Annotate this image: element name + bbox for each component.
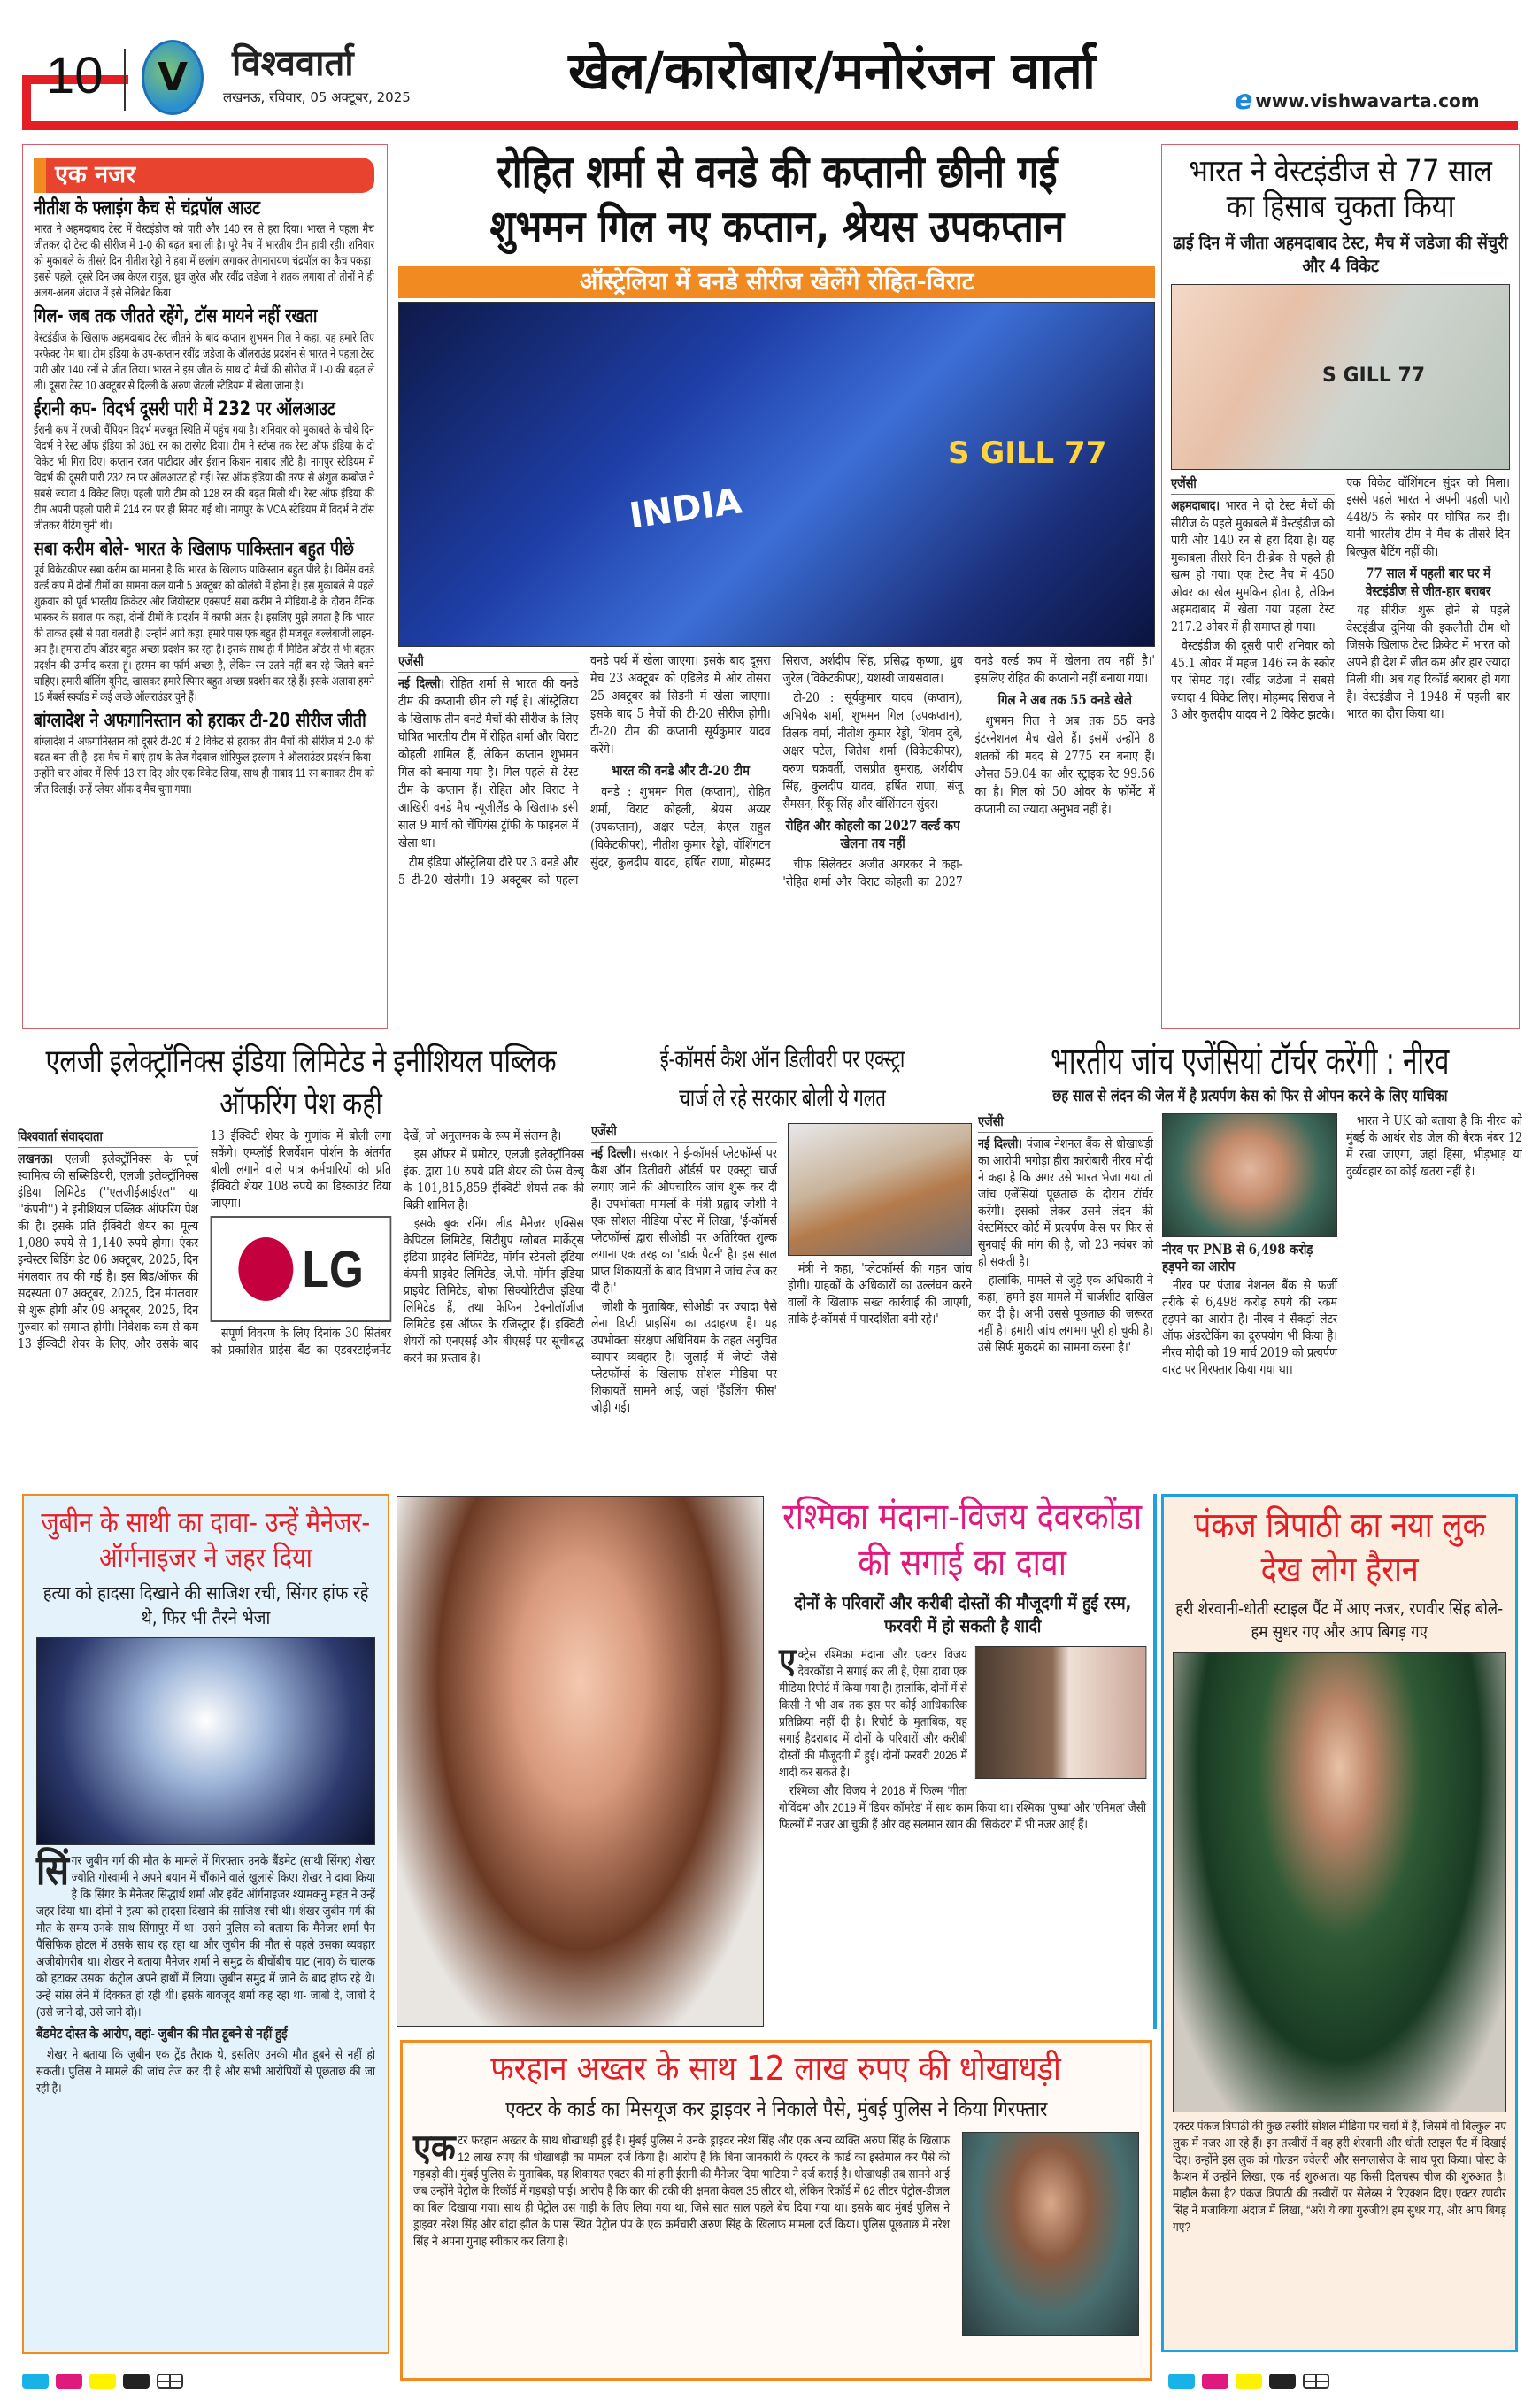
page-number: 10 (46, 47, 104, 104)
paragraph: रोहित शर्मा से भारत की वनडे टीम की कप्तानी छीन ली गई है। ऑस्ट्रेलिया के खिलाफ तीन वनडे मैचों की सीरीज के लिए घोषित भारतीय टीम में रोहित शर्मा और विराट कोहली शामिल हैं, लेकिन कप्तान शुभमन गिल को बनाया गया है। गिल पहले से टेस्ट टीम के कप्तान हैं। रोहित और विराट ने आखिरी वनडे मैच न्यूजीलैंड के खिलाफ इसी साल 9 मार्च को चैंपियंस ट्रॉफी के फाइनल में खेला था। (398, 677, 579, 850)
ecom-body-col2 (788, 1261, 972, 1328)
item-headline: सबा करीम बोले- भारत के खिलाफ पाकिस्तान बहुत पीछे (34, 537, 355, 560)
paragraph: रश्मिका और विजय ने 2018 में फिल्म 'गीता गोविंदम' और 2019 में 'डियर कॉमरेड' में साथ काम किया था। रश्मिका 'पुष्पा' और 'एनिमल' जैसी फिल्मों में नजर आ चुकी हैं और वह सलमान खान की 'सिकंदर' में भी नजर आई हैं। (779, 1783, 1146, 1831)
jersey-name: S GILL 77 (1322, 364, 1426, 387)
paragraph: सरकार ने ई-कॉमर्स प्लेटफॉर्म्स पर कैश ऑन डिलीवरी ऑर्डर्स पर एक्स्ट्रा चार्ज लगाए जाने की औपचारिक जांच शुरू कर दी है। उपभोक्ता मामलों के मंत्री प्रह्लाद जोशी ने एक सोशल मीडिया पोस्ट में लिखा, 'ई-कॉमर्स प्लेटफॉर्म्स द्वारा सीओडी पर अतिरिक्त शुल्क लगाना एक तरह का 'डार्क पैटर्न' है। इस साल प्राप्त शिकायतों के बाद विभाग ने जांच तेज कर दी है।' (591, 1147, 778, 1296)
nirav-body-col2 (1162, 1241, 1337, 1379)
paper-logo-icon: V (142, 40, 204, 115)
wi-headline: भारत ने वेस्टइंडीज से 77 साल का हिसाब चुकता किया (1189, 154, 1492, 226)
farhan-headline: फरहान अख्तर के साथ 12 लाख रुपए की धोखाधड़ी (490, 2049, 1062, 2088)
vijay-rashmika-photo (974, 1646, 1146, 1779)
ek-nazar-item (34, 398, 374, 534)
rashmika-subhead: दोनों के परिवारों और करीबी दोस्तों की मौजूदगी में हुई रस्म, फरवरी में हो सकती है शादी (793, 1592, 1132, 1636)
paragraph: वेस्टइंडीज की दूसरी पारी शनिवार को 45.1 ओवर में महज 146 रन के स्कोर पर सिमट गई। रवींद्र जडेजा ने सबसे ज्यादा 4 विकेट लिए। मोहम्मद सिराज ने 3 और कुलदीप यादव ने 2 विकेट झटके। एक विकेट वॉशिंगटन सुंदर को मिला। इससे पहले भारत ने अपनी पहली पारी 448/5 के स्कोर पर घोषित कर दी। यानी भारतीय टीम ने मैच के तीसरे दिन बिल्कुल बैटिंग नहीं की। (1171, 475, 1510, 722)
nirav-body-col1 (978, 1113, 1153, 1357)
pankaj-story-box (1161, 1494, 1518, 2352)
byline: एजेंसी (591, 1123, 777, 1143)
byline: विश्ववार्ता संवाददाता (18, 1128, 198, 1148)
lead-headline-line1: रोहित शर्मा से वनडे की कप्तानी छीनी गई (496, 146, 1058, 197)
paragraph: एक्टर पंकज त्रिपाठी की कुछ तस्वीरें सोशल मीडिया पर चर्चा में हैं, जिसमें वो बिल्कुल नए लुक में नजर आ रहे हैं। इन तस्वीरों में वह हरी शेरवानी और धोती स्टाइल पैंट में दिखाई दिए। उन्होंने इस लुक को गोल्डन ज्वेलरी और सनग्लासेज के साथ पूरा किया। पोस्ट के कैप्शन में उन्होंने लिखा, एक नई शुरुआत। यह किसी दिलचस्प चीज की शुरुआत है। माहौल कैसा है? पंकज त्रिपाठी की तस्वीरों पर सेलेब्स ने रिएक्शन दिए। एक्टर रणवीर सिंह ने मजाकिया अंदाज में लिखा, “अरे! ये क्या गुरुजी?! हम सुधर गए, और आप बिगड़ गए? (1173, 2119, 1506, 2234)
pankaj-subhead: हरी शेरवानी-धोती स्टाइल पैंट में आए नजर, रणवीर सिंह बोले- हम सुधर गए और आप बिगड़ गए (1175, 1599, 1504, 1642)
item-body: वेस्टइंडीज के खिलाफ अहमदाबाद टेस्ट जीतने के बाद कप्तान शुभमन गिल ने कहा, यह हमारे लिए परफेक्ट गेम था। टीम इंडिया के उप-कप्तान रवींद्र जडेजा के ऑलराउंड प्रदर्शन से भारत ने पहला टेस्ट पारी और 140 रनों से जीत लिया। भारत ने इस जीत के साथ दो मैचों की सीरीज में 1-0 की बढ़त ले ली। दूसरा टेस्ट 10 अक्टूबर से दिल्ली के अरुण जेटली स्टेडियम में खेला जाना है। (34, 330, 374, 392)
lg-body (18, 1128, 584, 1367)
paragraph: मंत्री ने कहा, 'प्लेटफॉर्म्स की गहन जांच होगी। ग्राहकों के अधिकारों का उल्लंघन करने वालों के खिलाफ सख्त कार्रवाई की जाएगी, ताकि ई-कॉमर्स में पारदर्शिता बनी रहे।' (788, 1262, 972, 1327)
header-divider (124, 49, 126, 111)
ecom-headline-line2: चार्ज ले रहे सरकार बोली ये गलत (679, 1084, 886, 1112)
paragraph: इसके बुक रनिंग लीड मैनेजर एक्सिस कैपिटल लिमिटेड, सिटीग्रुप ग्लोबल मार्केट्स इंडिया प्राइवेट लिमिटेड, मॉर्गन स्टेनली इंडिया कंपनी प्राइवेट लिमिटेड, जे.पी. मॉर्गन इंडिया प्राइवेट लिमिटेड, बोफा सिक्योरिटीज इंडिया लिमिटेड हैं, तथा केफिन टेक्नोलॉजीज लिमिटेड इस ऑफर के रजिस्ट्रार हैं। इक्विटी शेयरों को एनएसई और बीएसई पर सूचीबद्ध करने का प्रस्ताव है। (403, 1217, 584, 1366)
paragraph: टीम इंडिया ऑस्ट्रेलिया दौरे पर 3 वनडे और 5 टी-20 खेलेगी। 19 अक्टूबर को पहला वनडे पर्थ में खेला जाएगा। इसके बाद दूसरा मैच 23 अक्टूबर को एडिलेड में और तीसरा 25 अक्टूबर को सिडनी में खेला जाएगा। इसके बाद 5 मैचों की टी-20 सीरीज होगी। टी-20 टीम की कप्तानी सूर्यकुमार यादव करेंगे। (398, 654, 771, 888)
ek-nazar-label: एक नजर (34, 158, 374, 193)
website-link[interactable] (1235, 85, 1480, 116)
ek-nazar-items (34, 197, 374, 797)
ecom-story (591, 1040, 974, 1487)
paragraph: पंजाब नेशनल बैंक से धोखाधड़ी का आरोपी भगोड़ा हीरा कारोबारी नीरव मोदी ने कहा है कि अगर उसे भारत भेजा गया तो जांच एजेंसियां पूछताछ के दौरान टॉर्चर करेंगी। इसको लेकर उसने लंदन की वेस्टमिंस्टर कोर्ट में प्रत्यर्पण केस पर फिर से सुनवाई की मांग की है, जो 23 नवंबर को हो सकती है। (978, 1137, 1154, 1270)
item-headline: बांग्लादेश ने अफगानिस्तान को हराकर टी-20 सीरीज जीती (34, 710, 366, 733)
rohit-gill-photo (398, 302, 1155, 647)
header-frame-left (22, 75, 31, 128)
nirav-body-col3: भारत ने UK को बताया है कि नीरव को मुंबई के आर्थर रोड जेल की बैरक नंबर 12 में रखा जाएगा, जहां हिंसा, भीड़भाड़ या दुर्व्यवहार का कोई खतरा नहीं है। (1346, 1114, 1522, 1180)
jersey-text: INDIA (627, 481, 744, 537)
item-headline: नीतीश के फ्लाइंग कैच से चंद्रपॉल आउट (34, 197, 260, 219)
byline: एजेंसी (1171, 475, 1335, 496)
pankaj-body (1173, 2118, 1506, 2237)
subhead: भारत की वनडे और टी-20 टीम (611, 762, 750, 779)
lead-body (398, 652, 1155, 891)
item-body: भारत ने अहमदाबाद टेस्ट में वेस्टइंडीज को पारी और 140 रन से हरा दिया। भारत ने पहला मैच जीतकर दो टेस्ट की सीरीज में 1-0 की बढ़त बना ली है। पूरे मैच में भारतीय टीम हावी रही। शनिवार को मुकाबले के तीसरे दिन नीतीश रेड्डी ने हवा में छलांग लगाकर तेगनारायण चंद्रपॉल का कैच पकड़ा। इससे पहले, दूसरे दिन जब केएल राहुल, ध्रुव जुरेल और रवींद्र जडेजा ने शतक लगाया तो तीनों ने ही अलग-अलग अंदाज में इसे सेलिब्रेट किया। (34, 222, 374, 300)
lead-headline (398, 144, 1155, 254)
browser-e-icon: e (1235, 85, 1253, 116)
ek-nazar-item (34, 305, 374, 393)
paragraph: क्ट्रेस रश्मिका मंदाना और एक्टर विजय देवरकोंडा ने सगाई कर ली है, ऐसा दावा एक मीडिया रिपोर्ट में किया गया है। हालांकि, दोनों में से किसी ने भी अब तक इस पर कोई आधिकारिक प्रतिक्रिया नहीं दी है। रिपोर्ट के मुताबिक, यह सगाई हैदराबाद में दोनों के परिवारों और करीबी दोस्तों की मौजूदगी में हुई। दोनों फरवरी 2026 में शादी कर सकते हैं। (779, 1647, 967, 1779)
ek-nazar-box (22, 144, 388, 1029)
zubeen-subhead: हत्या को हादसा दिखाने की साजिश रची, सिंगर हांफ रहे थे, फिर भी तैरने भेजा (42, 1582, 369, 1628)
byline: एजेंसी (398, 652, 578, 673)
nirav-story (978, 1040, 1522, 1487)
paragraph: जोशी के मुताबिक, सीओडी पर ज्यादा पैसे लेना डिप्टी प्राइसिंग का उदाहरण है। यह उपभोक्ता संरक्षण अधिनियम के तहत अनुचित व्यापार व्यवहार है। जुलाई में जेप्टो जैसे प्लेटफॉर्म्स के खिलाफ सोशल मीडिया पर शिकायतें सामने आई, जहां 'हैंडलिंग फीस' जोड़ी गई। (591, 1300, 777, 1415)
paragraph: इस ऑफर में प्रमोटर, एलजी इलेक्ट्रॉनिक्स इंक. द्वारा 10 रुपये प्रति शेयर की फेस वैल्यू के 101,815,859 ईक्विटी शेयर्स तक की बिक्री शामिल है। (403, 1148, 584, 1212)
lg-circle-icon (238, 1237, 293, 1301)
drop-cap: सिं (36, 1847, 69, 1893)
lg-logo-text: LG (302, 1240, 364, 1298)
header-rule (22, 121, 1518, 130)
ek-nazar-item (34, 197, 374, 301)
print-registration-marks (1168, 2374, 1329, 2389)
paragraph: नीरव पर पंजाब नेशनल बैंक से फर्जी तरीके से 6,498 करोड़ रुपये की रकम हड़पने का आरोप है। नीरव ने सैकड़ों लेटर ऑफ अंडरटेकिंग का दुरुपयोग भी किया है। नीरव मोदी को 19 मार्च 2019 को प्रत्यर्पण वारंट पर गिरफ्तार किया गया था। (1162, 1279, 1337, 1378)
dateline-place: अहमदाबाद। (1171, 498, 1220, 513)
dateline: लखनऊ, रविवार, 05 अक्टूबर, 2025 (223, 89, 411, 105)
item-body: बांग्लादेश ने अफगानिस्तान को दूसरे टी-20 में 2 विकेट से हराकर तीन मैचों की सीरीज में 2-0 की बढ़त बना ली है। इस मैच में बाएं हाथ के तेज गेंदबाज शोरिफुल इस्लाम ने ऑलराउंडर प्रदर्शन किया। उन्होंने चार ओवर में सिर्फ 13 रन दिए और एक विकेट लिया, साथ ही नाबाद 11 रन बनाकर टीम को जीत दिलाई। उन्हें प्लेयर ऑफ द मैच चुना गया। (34, 735, 374, 796)
farhan-story-box (400, 2040, 1152, 2381)
paragraph: एलजी इलेक्ट्रॉनिक्स के पूर्ण स्वामित्व की सब्सिडियरी, एलजी इलेक्ट्रॉनिक्स इंडिया लिमिटेड (''एलजीईआईएल'' या ''कंपनी'') ने इनीशियल पब्लिक ऑफरिंग पेश की है। इसके प्रति ईक्विटी शेयर का मूल्य 1,080 रुपये से 1,140 रुपये होगा। एंकर इन्वेस्टर बिडिंग डेट 06 अक्टूबर, 2025, दिन मंगलवार तय की गई है। इस बिड/ऑफर की सदस्यता 07 अक्टूबर, 2025, दिन मंगलवार से शुरू होगी और 09 अक्टूबर, 2025, दिन गुरुवार को समाप्त होगी। निवेशक कम से कम 13 ईक्विटी शेयर के लिए, और उसके बाद 13 ईक्विटी शेयर के गुणांक में बोली लगा सकेंगे। एम्प्लॉई रिजर्वेशन पोर्शन के अंतर्गत बोली लगाने वाले पात्र कर्मचारियों को प्रति ईक्विटी शेयर 108 रुपये का डिस्काउंट दिया जाएगा। (18, 1129, 392, 1351)
pankaj-tripathi-photo (1173, 1652, 1506, 2112)
wi-body (1171, 475, 1510, 726)
ek-nazar-item (34, 538, 374, 705)
subhead: बैंडमेट दोस्त के आरोप, वहां- जुबीन की मौत डूबने से नहीं हुई (36, 2027, 288, 2042)
website-url: www.vishwavarta.com (1255, 89, 1480, 112)
shopping-cart-photo (788, 1123, 972, 1256)
t20-team-list: टी-20 : सूर्यकुमार यादव (कप्तान), अभिषेक शर्मा, शुभमन गिल (उपकप्तान), तिलक वर्मा, नीतीश कुमार रेड्डी, शिवम दुबे, अक्षर पटेल, जितेश शर्मा (विकेटकीपर), वरुण चक्रवर्ती, जसप्रीत बुमराह, अर्शदीप सिंह, कुलदीप यादव, हर्षित राणा, संजू सैमसन, रिंकू सिंह और वॉशिंगटन सुंदर। (782, 691, 963, 812)
ecom-body-col1 (591, 1123, 777, 1417)
print-registration-marks (22, 2374, 183, 2389)
item-body: ईरानी कप में रणजी चैंपियन विदर्भ मजबूत स्थिति में पहुंच गया है। शनिवार को मुकाबले के चौथे दिन विदर्भ ने रेस्ट ऑफ इंडिया को 361 रन का टारगेट दिया। टीम ने स्टंप्स तक रेस्ट ऑफ इंडिया के दो विकेट भी गिरा दिए। कप्तान रजत पाटीदार और ईशान किशन नाबाद लौटे है। नागपुर स्टेडियम में विदर्भ की दूसरी पारी 232 रन पर ऑलआउट हो गई। रेस्ट ऑफ इंडिया की तरफ से अंशुल कम्बोज ने सबसे ज्यादा 4 विकेट लिए। पहली पारी टीम को 128 रन की बढ़त मिली थी। रेस्ट ऑफ इंडिया की टीम अपनी पहली पारी में 214 रन पर ही सिमट गई थी। नागपुर के VCA स्टेडियम में विदर्भ ने टॉस जीतकर बैटिंग चुनी थी। (34, 422, 374, 532)
dateline-place: नई दिल्ली। (398, 676, 445, 691)
rashmika-headline: रश्मिका मंदाना-विजय देवरकोंडा की सगाई का दावा (782, 1495, 1143, 1584)
zubeen-headline: जुबीन के साथी का दावा- उन्हें मैनेजर-ऑर्गनाइजर ने जहर दिया (41, 1505, 371, 1574)
paragraph: हालांकि, मामले से जुड़े एक अधिकारी ने कहा, 'हमने इस मामले में चार्जशीट दाखिल कर दी है। अभी उससे पूछताछ की जरूरत नहीं है। हमारी जांच लगभग पूरी हो चुकी है। उसे सिर्फ मुकदमे का सामना करना है।' (978, 1274, 1153, 1356)
dateline-place: लखनऊ। (18, 1151, 54, 1166)
wi-subhead: ढाई दिन में जीता अहमदाबाद टेस्ट, मैच में जडेजा की सेंचुरी और 4 विकेट (1173, 231, 1508, 276)
ecom-headline-line1: ई-कॉमर्स कैश ऑन डिलीवरी पर एक्स्ट्रा (659, 1045, 905, 1073)
zubeen-garg-photo (36, 1637, 375, 1845)
nirav-subhead: छह साल से लंदन की जेल में है प्रत्यर्पण केस को फिर से ओपन करने के लिए याचिका (1052, 1087, 1448, 1106)
nirav-headline: भारतीय जांच एजेंसियां टॉर्चर करेंगी : नीरव (1051, 1040, 1450, 1082)
jersey-name: S GILL 77 (948, 435, 1107, 471)
zubeen-body (36, 1847, 375, 2098)
rashmika-body (779, 1642, 1146, 1835)
lg-story (18, 1040, 584, 1487)
drop-cap: एक (413, 2126, 456, 2168)
paragraph: शेखर ने बताया कि जुबीन एक ट्रेंड तैराक थे, इसलिए उनकी मौत डूबने से नहीं हो सकती। पुलिस ने मामले की जांच तेज कर दी है और सभी आरोपियों से पूछताछ की जा रही है। (36, 2047, 375, 2095)
paragraph: टर फरहान अख्तर के साथ धोखाधड़ी हुई है। मुंबई पुलिस ने उनके ड्राइवर नरेश सिंह और एक अन्य व्यक्ति अरुण सिंह के खिलाफ 12 लाख रुपए की धोखाधड़ी का मामला दर्ज किया है। आरोप है कि बिना जानकारी के एक्टर के कार्ड का इस्तेमाल कर पैसे की गड़बड़ी की। मुंबई पुलिस के मुताबिक, यह शिकायत एक्टर की मां हनी ईरानी की मैनेजर दिया भाटिया ने दर्ज कराई है। धोखाधड़ी तब सामने आई जब उन्होंने पेट्रोल के रिकॉर्ड में गड़बड़ी पाई। आरोप है कि कार की टंकी की क्षमता केवल 35 लीटर थी, लेकिन रिकॉर्ड में 62 लीटर पेट्रोल-डीजल का बिल दिखाया गया। साथ ही पेट्रोल उस गाड़ी के लिए लिया गया था, जिसे सात साल पहले बेच दिया गया था। इसके बाद मुंबई पुलिस ने ड्राइवर नरेश सिंह और बांद्रा झील के पास स्थित पेट्रोल पंप के एक कर्मचारी अरुण सिंह के खिलाफ मामला दर्ज किया। पुलिस पूछताछ में नरेश सिंह ने अपना गुनाह स्वीकार कर लिया है। (413, 2132, 950, 2248)
dateline-place: नई दिल्ली। (978, 1136, 1023, 1152)
paragraph: चीफ सिलेक्टर अजीत अगरकर ने कहा- 'रोहित शर्मा और विराट कोहली का 2027 वनडे वर्ल्ड कप में खेलना तय नहीं है।' इसलिए रोहित की कप्तानी नहीं बनाया गया। (782, 654, 1155, 889)
lead-strap: ऑस्ट्रेलिया में वनडे सीरीज खेलेंगे रोहित-विराट (398, 266, 1155, 298)
zubeen-story-box (22, 1494, 389, 2354)
rashmika-story (772, 1494, 1157, 2029)
pankaj-headline: पंकज त्रिपाठी का नया लुक देख लोग हैरान (1193, 1505, 1486, 1590)
farhan-akhtar-photo (962, 2132, 1139, 2336)
paper-name: विश्ववार्ता (232, 43, 354, 84)
subhead: गिल ने अब तक 55 वनडे खेले (997, 691, 1132, 708)
paragraph: शुभमन गिल ने अब तक 55 वनडे इंटरनेशनल मैच खेले हैं। इसमें उन्होंने 8 शतकों की मदद से 2775 रन बनाए हैं। औसत 59.04 का और स्ट्राइक रेट 99.56 का है। गिल को 50 ओवर के फॉर्मेट में कप्तानी का ज्यादा अनुभव नहीं है। (974, 714, 1155, 817)
lg-headline: एलजी इलेक्ट्रॉनिक्स इंडिया लिमिटेड ने इनीशियल पब्लिक ऑफरिंग पेश कही (45, 1043, 557, 1121)
paragraph: गर जुबीन गर्ग की मौत के मामले में गिरफ्तार उनके बैंडमेट (साथी सिंगर) शेखर ज्योति गोस्वामी ने अपने बयान में चौंकाने वाले खुलासे किए। शेखर ने दावा किया है कि सिंगर के मैनेजर सिद्धार्थ शर्मा और इवेंट ऑर्गनाइजर श्यामकनु महंत ने उन्हें जहर दिया था। दोनों ने हत्या को हादसा दिखाने की साजिश रची थी। शेखर जुबीन गर्ग की मौत के समय उनके साथ सिंगापुर में था। उसने पुलिस को बताया कि मैनेजर शर्मा पैन पैसिफिक होटल में उसके साथ रह रहा था और जुबीन की मौत से पहले उसका व्यवहार अजीबोगरीब था। शेखर ने बताया मैनेजर शर्मा ने समुद्र के बीचोंबीच याट (नाव) के चालक को हटाकर उसका कंट्रोल अपने हाथों में लिया। जुबीन समुद्र में जाने के बाद हांफ रहे थे। उन्हें सांस लेने में दिक्कत हो रही थी। इसके बावजूद शर्मा कह रहा था- जाबो दे, जाबो दे (उसे जाने दो, उसे जाने दो)। (36, 1853, 375, 2019)
odi-team-list: वनडे : शुभमन गिल (कप्तान), रोहित शर्मा, विराट कोहली, श्रेयस अय्यर (उपकप्तान), अक्षर पटेल, केएल राहुल (विकेटकीपर), नीतीश कुमार रेड्डी, वॉशिंगटन सुंदर, कुलदीप यादव, हर्षित राणा, मोहम्मद सिराज, अर्शदीप सिंह, प्रसिद्ध कृष्णा, ध्रुव जुरेल (विकेटकीपर), यशस्वी जायसवाल। (590, 654, 963, 870)
dateline-place: नई दिल्ली। (591, 1146, 636, 1161)
item-headline: ईरानी कप- विदर्भ दूसरी पारी में 232 पर ऑलआउट (34, 397, 335, 420)
byline: एजेंसी (978, 1113, 1153, 1133)
ek-nazar-item (34, 710, 374, 797)
paragraph: यह सीरीज शुरू होने से पहले वेस्टइंडीज दुनिया की इकलौती टीम थी जिसके खिलाफ टेस्ट क्रिकेट में भारत को अपने ही देश में जीत कम और हार ज्यादा मिली थी। अब यह रिकॉर्ड बराबर हो गया है। वेस्टइंडीज ने 1948 में पहली बार भारत का दौरा किया था। (1346, 604, 1510, 721)
lead-headline-line2: शुभमन गिल नए कप्तान, श्रेयस उपकप्तान (489, 201, 1064, 252)
lead-story (398, 144, 1155, 1029)
rashmika-mandanna-photo (397, 1496, 764, 2027)
india-celebration-photo (1171, 284, 1510, 470)
nirav-modi-photo (1162, 1113, 1337, 1237)
subhead: नीरव पर PNB से 6,498 करोड़ हड़पने का आरोप (1162, 1241, 1313, 1275)
subhead: 77 साल में पहली बार घर में वेस्टइंडीज से जीत-हार बराबर (1366, 565, 1491, 599)
section-title: खेल/कारोबार/मनोरंजन वार्ता (568, 41, 1096, 101)
wi-story-box (1161, 144, 1520, 1029)
farhan-body (413, 2126, 950, 2250)
lg-logo (211, 1216, 391, 1322)
item-body: पूर्व विकेटकीपर सबा करीम का मानना है कि भारत के खिलाफ पाकिस्तान बहुत पीछे है। विमेंस वनडे वर्ल्ड कप में दोनों टीमों का सामना कल यानी 5 अक्टूबर को कोलंबो में होना है। इस मुकाबले से पहले शुक्रवार को पूर्व भारतीय क्रिकेटर और जियोस्टार एक्सपर्ट सबा करीम ने मीडिया-डे के दौरान दैनिक भास्कर के सवाल पर कहा, दोनों टीमों के प्रदर्शन में काफी अंतर है। इसलिए मुझे लगता है कि भारत की ताकत इसी से पता चलती है। उन्होंने आगे कहा, हमारे पास एक बहुत ही मजबूत बल्लेबाजी लाइन-अप है। हमारा टॉप ऑर्डर बहुत अच्छा प्रदर्शन कर रहा है। इसके साथ ही मैं मिडिल ऑर्डर से भी बेहतर प्रदर्शन की उम्मीद करता हूं। हरमन का फॉर्म अच्छा है, लेकिन रन उतने नहीं बन रहे जितने बनने चाहिए। हमारी बॉलिंग यूनिट, खासकर हमारे स्पिनर बहुत अच्छा प्रदर्शन कर रहे हैं। इसके अलावा हमने 15 मेंबर्स स्क्वॉड में कई अच्छे ऑलराउंडर चुने हैं। (34, 563, 374, 704)
subhead: रोहित और कोहली का 2027 वर्ल्ड कप खेलना तय नहीं (785, 817, 960, 851)
item-headline: गिल- जब तक जीतते रहेंगे, टॉस मायने नहीं रखता (34, 305, 318, 328)
drop-cap: ए (779, 1642, 797, 1681)
paragraph: भारत ने दो टेस्ट मैचों की सीरीज के पहले मुकाबले में वेस्टइंडीज को पारी और 140 रन से हरा दिया है। यह मुकाबला तीसरे दिन टी-ब्रेक से पहले ही खत्म हो गया। एक टेस्ट मैच में 450 ओवर का खेल मुमकिन होता है, लेकिन अहमदाबाद में खेला गया पहला टेस्ट 217.2 ओवर में ही समाप्त हो गया। (1171, 499, 1335, 635)
paragraph: संपूर्ण विवरण के लिए दिनांक 30 सितंबर को प्रकाशित प्राईस बैंड का एडवरटाईजमेंट देखें, जो अनुलग्नक के रूप में संलग्न है। (210, 1129, 562, 1358)
farhan-subhead: एक्टर के कार्ड का मिसयूज कर ड्राइवर ने निकाले पैसे, मुंबई पुलिस ने किया गिरफ्तार (504, 2096, 1048, 2121)
ecom-headline (591, 1040, 974, 1118)
